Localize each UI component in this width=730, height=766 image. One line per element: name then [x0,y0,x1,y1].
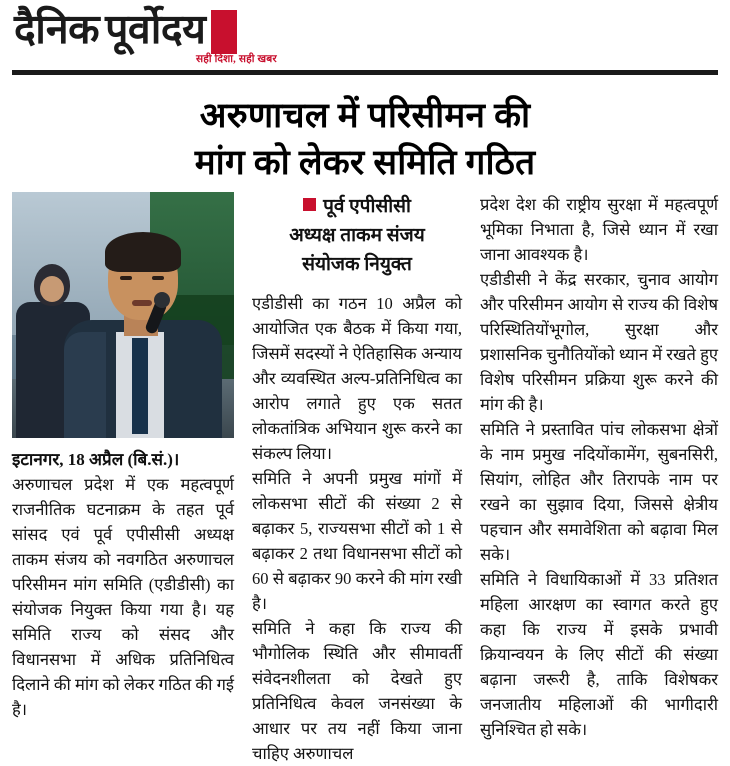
microphone-head-icon [154,292,170,308]
masthead [0,0,730,78]
masthead-logo [14,6,720,54]
headline-line-1: अरुणाचल में परिसीमन की [199,96,531,135]
headline-line-2: मांग को लेकर समिति गठित [194,143,536,182]
masthead-divider [12,70,718,75]
red-square-bullet-icon [303,198,316,211]
subhead-line-1: पूर्व एपीसीसी [323,196,411,217]
photo-speaker-hair [105,232,181,272]
column-middle [252,192,462,766]
photo-speaker-eye-right [152,276,164,280]
middle-paragraph-2: समिति ने अपनी प्रमुख मांगों में लोकसभा सीटों की संख्या 2 से बढ़ाकर 5, राज्यसभा सीटों को 1 से बढ़ाकर 2 तथा विधानसभा सीटों को 60 से बढ़ाकर 90 करने की मांग रखी है। [252,469,462,613]
article-subhead [252,192,462,279]
press-conference-photo [12,192,234,438]
left-column-text [12,472,234,722]
article-body [0,192,730,763]
photo-speaker-eye-left [120,276,132,280]
middle-paragraph-3: समिति ने कहा कि राज्य की भौगोलिक स्थिति और सीमावर्ती संवेदनशीलता को देखते हुए प्रतिनिधित्व केवल जनसंख्या के आधार पर तय नहीं किया जाना चाहिए अरुणाचल [252,619,462,763]
photo-background-person-face [40,276,64,302]
photo-speaker-jacket [64,332,106,438]
logo-text-first: दैनिक [14,6,100,52]
photo-speaker-mouth [132,300,152,306]
column-left [12,192,234,722]
right-column-text [480,192,718,742]
right-paragraph-1: प्रदेश देश की राष्ट्रीय सुरक्षा में महत्वपूर्ण भूमिका निभाता है, जिसे ध्यान में रखा जाना आवश्यक है। [480,195,718,264]
subhead-line-3: संयोजक नियुक्त [302,254,412,275]
right-paragraph-4: समिति ने विधायिकाओं में 33 प्रतिशत महिला आरक्षण का स्वागत करते हुए कहा कि राज्य में इसके प्रभावी क्रियान्वयन के लिए सीटों की संख्या बढ़ाना जरूरी है, ताकि विशेषकर जनजातीय महिलाओं की भागीदारी सुनिश्चित हो सके। [480,570,718,739]
photo-speaker-tie [132,338,148,434]
page-headline [0,78,730,192]
subhead-line-2: अध्यक्ष ताकम संजय [289,225,425,246]
right-paragraph-3: समिति ने प्रस्तावित पांच लोकसभा क्षेत्रों के नाम प्रमुख नदियोंकामेंग, सुबनसिरी, सियांग, लोहित और तिरापके नाम पर रखने का सुझाव दिया, जिससे क्षेत्रीय पहचान और समावेशिता को बढ़ावा मिल सके। [480,420,718,564]
logo-text-second: पूर्वोदय [105,6,206,52]
column-right [480,192,718,742]
logo-red-block [211,10,237,54]
right-paragraph-2: एडीडीसी ने केंद्र सरकार, चुनाव आयोग और परिसीमन आयोग से राज्य की विशेष परिस्थितियोंभूगोल, सुरक्षा और प्रशासनिक चुनौतियोंको ध्यान में रखते हुए विशेष परिसीमन प्रक्रिया शुरू करने की मांग की है। [480,270,718,414]
left-paragraph-1: अरुणाचल प्रदेश में एक महत्वपूर्ण राजनीतिक घटनाक्रम के तहत पूर्व सांसद एवं पूर्व एपीसीसी अध्यक्ष ताकम संजय को नवगठित अरुणाचल परिसीमन मांग समिति (एडीडीसी) का संयोजक नियुक्त किया गया है। यह समिति राज्य को संसद और विधानसभा में अधिक प्रतिनिधित्व दिलाने की मांग को लेकर गठित की गई है। [12,475,234,719]
masthead-tagline: सही दिशा, सही खबर [196,54,277,65]
middle-paragraph-1: एडीडीसी का गठन 10 अप्रैल को आयोजित एक बैठक में किया गया, जिसमें सदस्यों ने ऐतिहासिक अन्याय और व्यवस्थित अल्प-प्रतिनिधित्व का आरोप लगाते हुए एक सतत लोकतांत्रिक अभियान शुरू करने का संकल्प लिया। [252,294,462,463]
dateline: इटानगर, 18 अप्रैल (बि.सं.)। [12,450,180,469]
middle-column-text [252,291,462,766]
